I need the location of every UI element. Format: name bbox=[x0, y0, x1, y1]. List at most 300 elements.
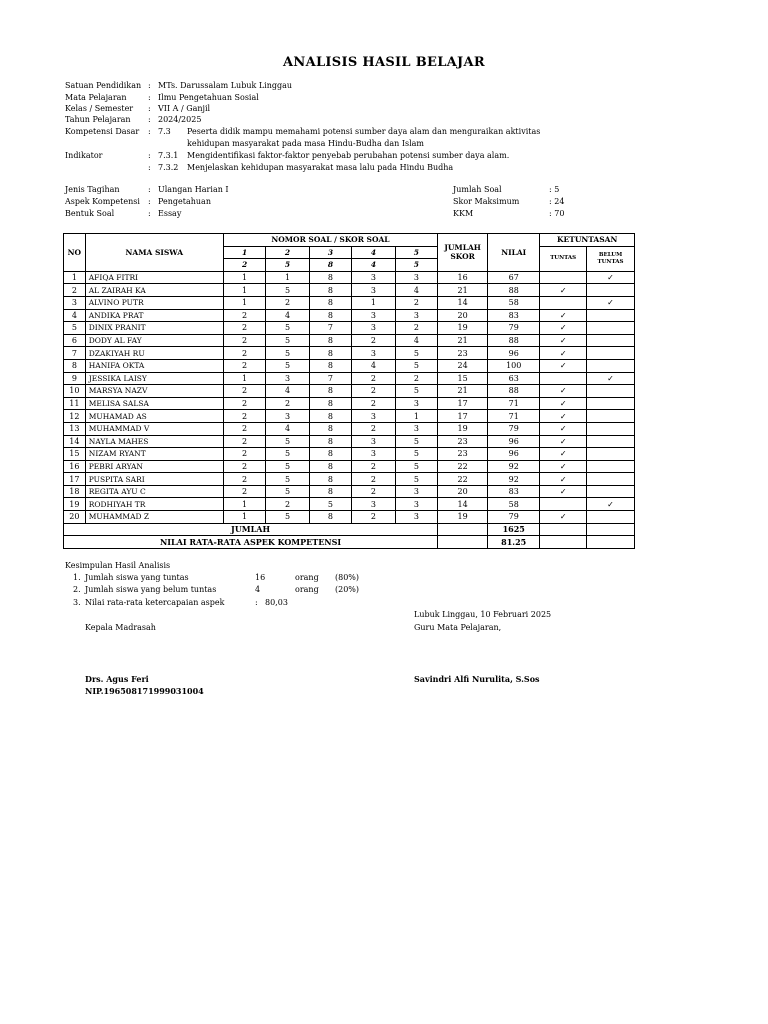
soal-score-5: 4 bbox=[395, 284, 437, 297]
belum-tuntas-cell bbox=[587, 322, 635, 335]
checkmark-icon: ✓ bbox=[559, 424, 567, 434]
colon: : bbox=[148, 93, 151, 102]
summary-1-label: Jumlah siswa yang tuntas bbox=[85, 573, 189, 582]
table-row bbox=[64, 271, 635, 284]
jumlah-skor: 17 bbox=[438, 410, 488, 423]
belum-tuntas-cell bbox=[587, 435, 635, 448]
colon: : bbox=[148, 163, 151, 172]
header-nama: NAMA SISWA bbox=[85, 234, 223, 272]
soal-score-1: 1 bbox=[223, 372, 265, 385]
student-name: RODHIYAH TR bbox=[85, 498, 223, 511]
belum-tuntas-cell bbox=[587, 334, 635, 347]
soal-score-4: 2 bbox=[352, 511, 396, 524]
colon: : bbox=[148, 115, 151, 124]
soal-score-3: 8 bbox=[309, 309, 351, 322]
soal-score-5: 5 bbox=[395, 385, 437, 398]
soal-score-1: 2 bbox=[223, 473, 265, 486]
soal-score-4: 3 bbox=[352, 284, 396, 297]
nilai: 79 bbox=[488, 322, 540, 335]
soal-score-5: 1 bbox=[395, 410, 437, 423]
soal-score-2: 4 bbox=[266, 309, 310, 322]
student-name: DZAKIYAH RU bbox=[85, 347, 223, 360]
jumlah-soal-label: Jumlah Soal bbox=[453, 185, 502, 194]
student-name: MUHAMMAD V bbox=[85, 422, 223, 435]
soal-score-5: 3 bbox=[395, 498, 437, 511]
row-no: 15 bbox=[64, 448, 86, 461]
soal-no-1: 1 bbox=[223, 246, 265, 259]
nilai: 67 bbox=[488, 271, 540, 284]
soal-score-2: 5 bbox=[266, 334, 310, 347]
score-table bbox=[63, 233, 635, 549]
soal-skor-5: 5 bbox=[395, 259, 437, 272]
nilai: 92 bbox=[488, 473, 540, 486]
kelas-value: VII A / Ganjil bbox=[158, 104, 211, 113]
student-name: DINIX PRANIT bbox=[85, 322, 223, 335]
soal-score-1: 2 bbox=[223, 460, 265, 473]
soal-score-3: 8 bbox=[309, 460, 351, 473]
soal-score-4: 2 bbox=[352, 473, 396, 486]
indikator-2-text: Menjelaskan kehidupan masyarakat masa lalu pada Hindu Budha bbox=[187, 163, 454, 172]
jumlah-skor: 19 bbox=[438, 322, 488, 335]
table-row bbox=[64, 397, 635, 410]
checkmark-icon: ✓ bbox=[559, 436, 567, 446]
checkmark-icon: ✓ bbox=[559, 461, 567, 471]
soal-score-3: 8 bbox=[309, 485, 351, 498]
colon: : bbox=[148, 104, 151, 113]
soal-score-4: 3 bbox=[352, 271, 396, 284]
soal-score-4: 3 bbox=[352, 347, 396, 360]
tuntas-cell bbox=[540, 498, 587, 511]
soal-score-4: 4 bbox=[352, 359, 396, 372]
row-no: 10 bbox=[64, 385, 86, 398]
student-name: NAYLA MAHES bbox=[85, 435, 223, 448]
indikator-label: Indikator bbox=[65, 151, 103, 160]
soal-no-2: 2 bbox=[266, 246, 310, 259]
soal-score-2: 5 bbox=[266, 322, 310, 335]
soal-score-4: 2 bbox=[352, 397, 396, 410]
colon: : bbox=[148, 185, 151, 194]
kd-text-1: Peserta didik mampu memahami potensi sumber daya alam dan menguraikan aktivitas bbox=[187, 127, 541, 136]
belum-tuntas-cell bbox=[587, 309, 635, 322]
nilai: 71 bbox=[488, 410, 540, 423]
soal-score-4: 2 bbox=[352, 422, 396, 435]
kelas-label: Kelas / Semester bbox=[65, 104, 134, 113]
soal-score-1: 2 bbox=[223, 347, 265, 360]
student-name: PEBRI ARYAN bbox=[85, 460, 223, 473]
soal-score-5: 2 bbox=[395, 322, 437, 335]
soal-skor-1: 2 bbox=[223, 259, 265, 272]
nilai: 88 bbox=[488, 284, 540, 297]
table-row bbox=[64, 309, 635, 322]
soal-score-1: 1 bbox=[223, 511, 265, 524]
skor-max-value: : 24 bbox=[549, 197, 565, 206]
skor-max-label: Skor Maksimum bbox=[453, 197, 520, 206]
soal-score-2: 4 bbox=[266, 422, 310, 435]
right-name: Savindri Alfi Nurulita, S.Sos bbox=[414, 674, 540, 684]
colon: : bbox=[148, 81, 151, 90]
kkm-label: KKM bbox=[453, 209, 474, 218]
soal-score-1: 2 bbox=[223, 385, 265, 398]
belum-tuntas-cell bbox=[587, 296, 635, 309]
student-name: PUSPITA SARI bbox=[85, 473, 223, 486]
table-row bbox=[64, 284, 635, 297]
summary-3-colon: : bbox=[255, 598, 258, 607]
nilai: 83 bbox=[488, 309, 540, 322]
soal-score-2: 5 bbox=[266, 460, 310, 473]
summary-1-no: 1. bbox=[73, 573, 81, 582]
nilai: 88 bbox=[488, 334, 540, 347]
student-name: MELISA SALSA bbox=[85, 397, 223, 410]
soal-score-2: 3 bbox=[266, 372, 310, 385]
jumlah-skor: 17 bbox=[438, 397, 488, 410]
empty-cell bbox=[438, 536, 488, 549]
jumlah-skor: 21 bbox=[438, 385, 488, 398]
belum-tuntas-cell bbox=[587, 460, 635, 473]
soal-score-5: 5 bbox=[395, 435, 437, 448]
colon: : bbox=[148, 197, 151, 206]
page-title: ANALISIS HASIL BELAJAR bbox=[283, 55, 485, 70]
row-no: 17 bbox=[64, 473, 86, 486]
header-nomor-soal: NOMOR SOAL / SKOR SOAL bbox=[223, 234, 437, 247]
belum-tuntas-cell bbox=[587, 359, 635, 372]
soal-score-1: 1 bbox=[223, 498, 265, 511]
header-no: NO bbox=[64, 234, 86, 272]
tuntas-cell bbox=[540, 372, 587, 385]
bentuk-label: Bentuk Soal bbox=[65, 209, 115, 218]
jumlah-skor: 20 bbox=[438, 309, 488, 322]
soal-score-4: 3 bbox=[352, 309, 396, 322]
belum-tuntas-cell bbox=[587, 271, 635, 284]
soal-score-4: 3 bbox=[352, 322, 396, 335]
checkmark-icon: ✓ bbox=[559, 386, 567, 396]
table-row bbox=[64, 296, 635, 309]
belum-tuntas-cell bbox=[587, 422, 635, 435]
tahun-label: Tahun Pelajaran bbox=[65, 115, 131, 124]
soal-no-3: 3 bbox=[309, 246, 351, 259]
soal-score-4: 3 bbox=[352, 435, 396, 448]
row-no: 1 bbox=[64, 271, 86, 284]
nilai: 88 bbox=[488, 385, 540, 398]
empty-cell bbox=[438, 523, 488, 536]
soal-score-1: 2 bbox=[223, 334, 265, 347]
soal-score-5: 3 bbox=[395, 422, 437, 435]
table-row bbox=[64, 359, 635, 372]
tahun-value: 2024/2025 bbox=[158, 115, 202, 124]
checkmark-icon: ✓ bbox=[559, 449, 567, 459]
checkmark-icon: ✓ bbox=[559, 487, 567, 497]
empty-cell bbox=[540, 523, 587, 536]
belum-tuntas-cell bbox=[587, 448, 635, 461]
mapel-label: Mata Pelajaran bbox=[65, 93, 127, 102]
student-name: MUHAMMAD Z bbox=[85, 511, 223, 524]
soal-no-5: 5 bbox=[395, 246, 437, 259]
soal-score-2: 5 bbox=[266, 347, 310, 360]
nilai: 96 bbox=[488, 347, 540, 360]
kd-text-2: kehidupan masyarakat pada masa Hindu-Budha dan Islam bbox=[187, 139, 425, 148]
jenis-value: Ulangan Harian I bbox=[158, 185, 229, 194]
soal-score-3: 5 bbox=[309, 498, 351, 511]
soal-score-5: 3 bbox=[395, 397, 437, 410]
soal-score-4: 2 bbox=[352, 460, 396, 473]
tuntas-cell bbox=[540, 284, 587, 297]
jumlah-skor: 22 bbox=[438, 460, 488, 473]
table-row bbox=[64, 385, 635, 398]
nilai: 100 bbox=[488, 359, 540, 372]
belum-tuntas-cell bbox=[587, 284, 635, 297]
soal-score-1: 2 bbox=[223, 397, 265, 410]
checkmark-icon: ✓ bbox=[559, 474, 567, 484]
jumlah-skor: 23 bbox=[438, 448, 488, 461]
soal-score-1: 1 bbox=[223, 296, 265, 309]
tuntas-cell bbox=[540, 334, 587, 347]
bentuk-value: Essay bbox=[158, 209, 182, 218]
tuntas-cell bbox=[540, 435, 587, 448]
tuntas-cell bbox=[540, 347, 587, 360]
nilai: 96 bbox=[488, 435, 540, 448]
summary-1-unit: orang bbox=[295, 573, 319, 582]
nilai: 71 bbox=[488, 397, 540, 410]
checkmark-icon: ✓ bbox=[559, 336, 567, 346]
soal-score-5: 3 bbox=[395, 309, 437, 322]
summary-3-label: Nilai rata-rata ketercapaian aspek bbox=[85, 598, 225, 607]
table-row bbox=[64, 372, 635, 385]
place-date: Lubuk Linggau, 10 Februari 2025 bbox=[414, 610, 552, 619]
indikator-1-number: 7.3.1 bbox=[158, 151, 179, 160]
soal-score-1: 2 bbox=[223, 322, 265, 335]
jumlah-soal-value: : 5 bbox=[549, 185, 560, 194]
summary-2-no: 2. bbox=[73, 585, 81, 594]
tuntas-cell bbox=[540, 410, 587, 423]
left-name: Drs. Agus Feri bbox=[85, 674, 149, 684]
soal-score-3: 8 bbox=[309, 448, 351, 461]
row-no: 6 bbox=[64, 334, 86, 347]
soal-score-3: 8 bbox=[309, 334, 351, 347]
soal-score-1: 2 bbox=[223, 309, 265, 322]
nilai: 96 bbox=[488, 448, 540, 461]
left-nip: NIP.196508171999031004 bbox=[85, 686, 204, 696]
soal-score-1: 2 bbox=[223, 485, 265, 498]
jenis-label: Jenis Tagihan bbox=[65, 185, 120, 194]
soal-score-5: 5 bbox=[395, 347, 437, 360]
soal-score-5: 5 bbox=[395, 473, 437, 486]
table-row bbox=[64, 410, 635, 423]
soal-score-4: 2 bbox=[352, 485, 396, 498]
checkmark-icon: ✓ bbox=[559, 310, 567, 320]
row-no: 14 bbox=[64, 435, 86, 448]
jumlah-skor: 15 bbox=[438, 372, 488, 385]
colon: : bbox=[148, 209, 151, 218]
row-no: 3 bbox=[64, 296, 86, 309]
jumlah-skor: 14 bbox=[438, 296, 488, 309]
soal-score-2: 3 bbox=[266, 410, 310, 423]
nilai: 79 bbox=[488, 422, 540, 435]
tuntas-cell bbox=[540, 309, 587, 322]
soal-score-3: 8 bbox=[309, 359, 351, 372]
belum-tuntas-cell bbox=[587, 485, 635, 498]
mapel-value: Ilmu Pengetahuan Sosial bbox=[158, 93, 259, 102]
soal-score-5: 2 bbox=[395, 296, 437, 309]
belum-tuntas-cell bbox=[587, 372, 635, 385]
table-row bbox=[64, 347, 635, 360]
jumlah-total: 1625 bbox=[488, 523, 540, 536]
jumlah-label: JUMLAH bbox=[64, 523, 438, 536]
student-name: NIZAM RYANT bbox=[85, 448, 223, 461]
summary-2-value: 4 bbox=[255, 585, 261, 594]
jumlah-skor: 14 bbox=[438, 498, 488, 511]
nilai: 63 bbox=[488, 372, 540, 385]
row-no: 7 bbox=[64, 347, 86, 360]
header-jumlah-skor: JUMLAH SKOR bbox=[438, 234, 488, 272]
row-no: 20 bbox=[64, 511, 86, 524]
checkmark-icon: ✓ bbox=[559, 411, 567, 421]
tuntas-cell bbox=[540, 271, 587, 284]
nilai: 58 bbox=[488, 498, 540, 511]
soal-score-3: 8 bbox=[309, 435, 351, 448]
empty-cell bbox=[587, 536, 635, 549]
colon: : bbox=[148, 127, 151, 136]
summary-heading: Kesimpulan Hasil Analisis bbox=[65, 561, 171, 570]
soal-score-4: 2 bbox=[352, 385, 396, 398]
soal-score-2: 5 bbox=[266, 485, 310, 498]
soal-score-3: 8 bbox=[309, 473, 351, 486]
table-row bbox=[64, 422, 635, 435]
tuntas-cell bbox=[540, 473, 587, 486]
checkmark-icon: ✓ bbox=[559, 512, 567, 522]
row-no: 5 bbox=[64, 322, 86, 335]
row-no: 11 bbox=[64, 397, 86, 410]
summary-3-value: 80,03 bbox=[265, 598, 288, 607]
empty-cell bbox=[587, 523, 635, 536]
belum-tuntas-cell bbox=[587, 385, 635, 398]
soal-skor-4: 4 bbox=[352, 259, 396, 272]
belum-tuntas-cell bbox=[587, 498, 635, 511]
soal-score-4: 2 bbox=[352, 334, 396, 347]
tuntas-cell bbox=[540, 359, 587, 372]
left-role: Kepala Madrasah bbox=[85, 623, 156, 632]
soal-score-3: 8 bbox=[309, 271, 351, 284]
soal-score-4: 2 bbox=[352, 372, 396, 385]
soal-score-3: 8 bbox=[309, 410, 351, 423]
table-row bbox=[64, 322, 635, 335]
colon: : bbox=[148, 151, 151, 160]
soal-score-4: 1 bbox=[352, 296, 396, 309]
table-row bbox=[64, 334, 635, 347]
summary-2-pct: (20%) bbox=[335, 585, 360, 594]
tuntas-cell bbox=[540, 485, 587, 498]
student-name: ALVINO PUTR bbox=[85, 296, 223, 309]
soal-score-2: 5 bbox=[266, 359, 310, 372]
table-row bbox=[64, 498, 635, 511]
soal-skor-2: 5 bbox=[266, 259, 310, 272]
header-nilai: NILAI bbox=[488, 234, 540, 272]
soal-score-2: 5 bbox=[266, 448, 310, 461]
rata-label: NILAI RATA-RATA ASPEK KOMPETENSI bbox=[64, 536, 438, 549]
soal-score-4: 3 bbox=[352, 448, 396, 461]
row-no: 12 bbox=[64, 410, 86, 423]
soal-score-5: 4 bbox=[395, 334, 437, 347]
soal-score-2: 2 bbox=[266, 296, 310, 309]
jumlah-skor: 16 bbox=[438, 271, 488, 284]
tuntas-cell bbox=[540, 385, 587, 398]
student-name: REGITA AYU C bbox=[85, 485, 223, 498]
soal-score-2: 2 bbox=[266, 498, 310, 511]
soal-score-3: 7 bbox=[309, 372, 351, 385]
nilai: 83 bbox=[488, 485, 540, 498]
soal-score-5: 5 bbox=[395, 460, 437, 473]
soal-score-5: 5 bbox=[395, 448, 437, 461]
row-no: 4 bbox=[64, 309, 86, 322]
jumlah-skor: 20 bbox=[438, 485, 488, 498]
soal-score-2: 4 bbox=[266, 385, 310, 398]
soal-score-1: 2 bbox=[223, 422, 265, 435]
row-no: 16 bbox=[64, 460, 86, 473]
tuntas-cell bbox=[540, 422, 587, 435]
soal-score-4: 3 bbox=[352, 410, 396, 423]
row-no: 9 bbox=[64, 372, 86, 385]
summary-1-pct: (80%) bbox=[335, 573, 360, 582]
soal-score-2: 1 bbox=[266, 271, 310, 284]
soal-score-2: 5 bbox=[266, 435, 310, 448]
summary-3-no: 3. bbox=[73, 598, 81, 607]
checkmark-icon: ✓ bbox=[607, 298, 614, 308]
soal-score-3: 8 bbox=[309, 284, 351, 297]
empty-cell bbox=[540, 536, 587, 549]
jumlah-skor: 21 bbox=[438, 284, 488, 297]
soal-score-3: 8 bbox=[309, 397, 351, 410]
soal-skor-3: 8 bbox=[309, 259, 351, 272]
student-name: MUHAMAD AS bbox=[85, 410, 223, 423]
rata-value: 81.25 bbox=[488, 536, 540, 549]
summary-2-unit: orang bbox=[295, 585, 319, 594]
row-no: 18 bbox=[64, 485, 86, 498]
satuan-value: MTs. Darussalam Lubuk Linggau bbox=[158, 81, 293, 90]
jumlah-skor: 23 bbox=[438, 435, 488, 448]
row-no: 13 bbox=[64, 422, 86, 435]
header-ketuntasan: KETUNTASAN bbox=[540, 234, 635, 247]
soal-score-3: 8 bbox=[309, 511, 351, 524]
checkmark-icon: ✓ bbox=[559, 285, 567, 295]
soal-score-1: 2 bbox=[223, 410, 265, 423]
student-name: ANDIKA PRAT bbox=[85, 309, 223, 322]
checkmark-icon: ✓ bbox=[607, 373, 614, 383]
table-row bbox=[64, 511, 635, 524]
soal-score-1: 2 bbox=[223, 448, 265, 461]
belum-tuntas-cell bbox=[587, 473, 635, 486]
kkm-value: : 70 bbox=[549, 209, 565, 218]
student-name: AFIQA FITRI bbox=[85, 271, 223, 284]
soal-score-3: 8 bbox=[309, 296, 351, 309]
soal-no-4: 4 bbox=[352, 246, 396, 259]
soal-score-1: 1 bbox=[223, 271, 265, 284]
soal-score-4: 3 bbox=[352, 498, 396, 511]
soal-score-5: 3 bbox=[395, 485, 437, 498]
tuntas-cell bbox=[540, 296, 587, 309]
student-name: AL ZAIRAH KA bbox=[85, 284, 223, 297]
nilai: 58 bbox=[488, 296, 540, 309]
soal-score-3: 8 bbox=[309, 422, 351, 435]
soal-score-5: 3 bbox=[395, 511, 437, 524]
aspek-value: Pengetahuan bbox=[158, 197, 211, 206]
checkmark-icon: ✓ bbox=[607, 273, 614, 283]
nilai: 92 bbox=[488, 460, 540, 473]
table-row bbox=[64, 473, 635, 486]
table-row bbox=[64, 485, 635, 498]
table-row bbox=[64, 448, 635, 461]
soal-score-2: 5 bbox=[266, 284, 310, 297]
soal-score-3: 8 bbox=[309, 385, 351, 398]
soal-score-1: 1 bbox=[223, 284, 265, 297]
summary-1-value: 16 bbox=[255, 573, 266, 582]
